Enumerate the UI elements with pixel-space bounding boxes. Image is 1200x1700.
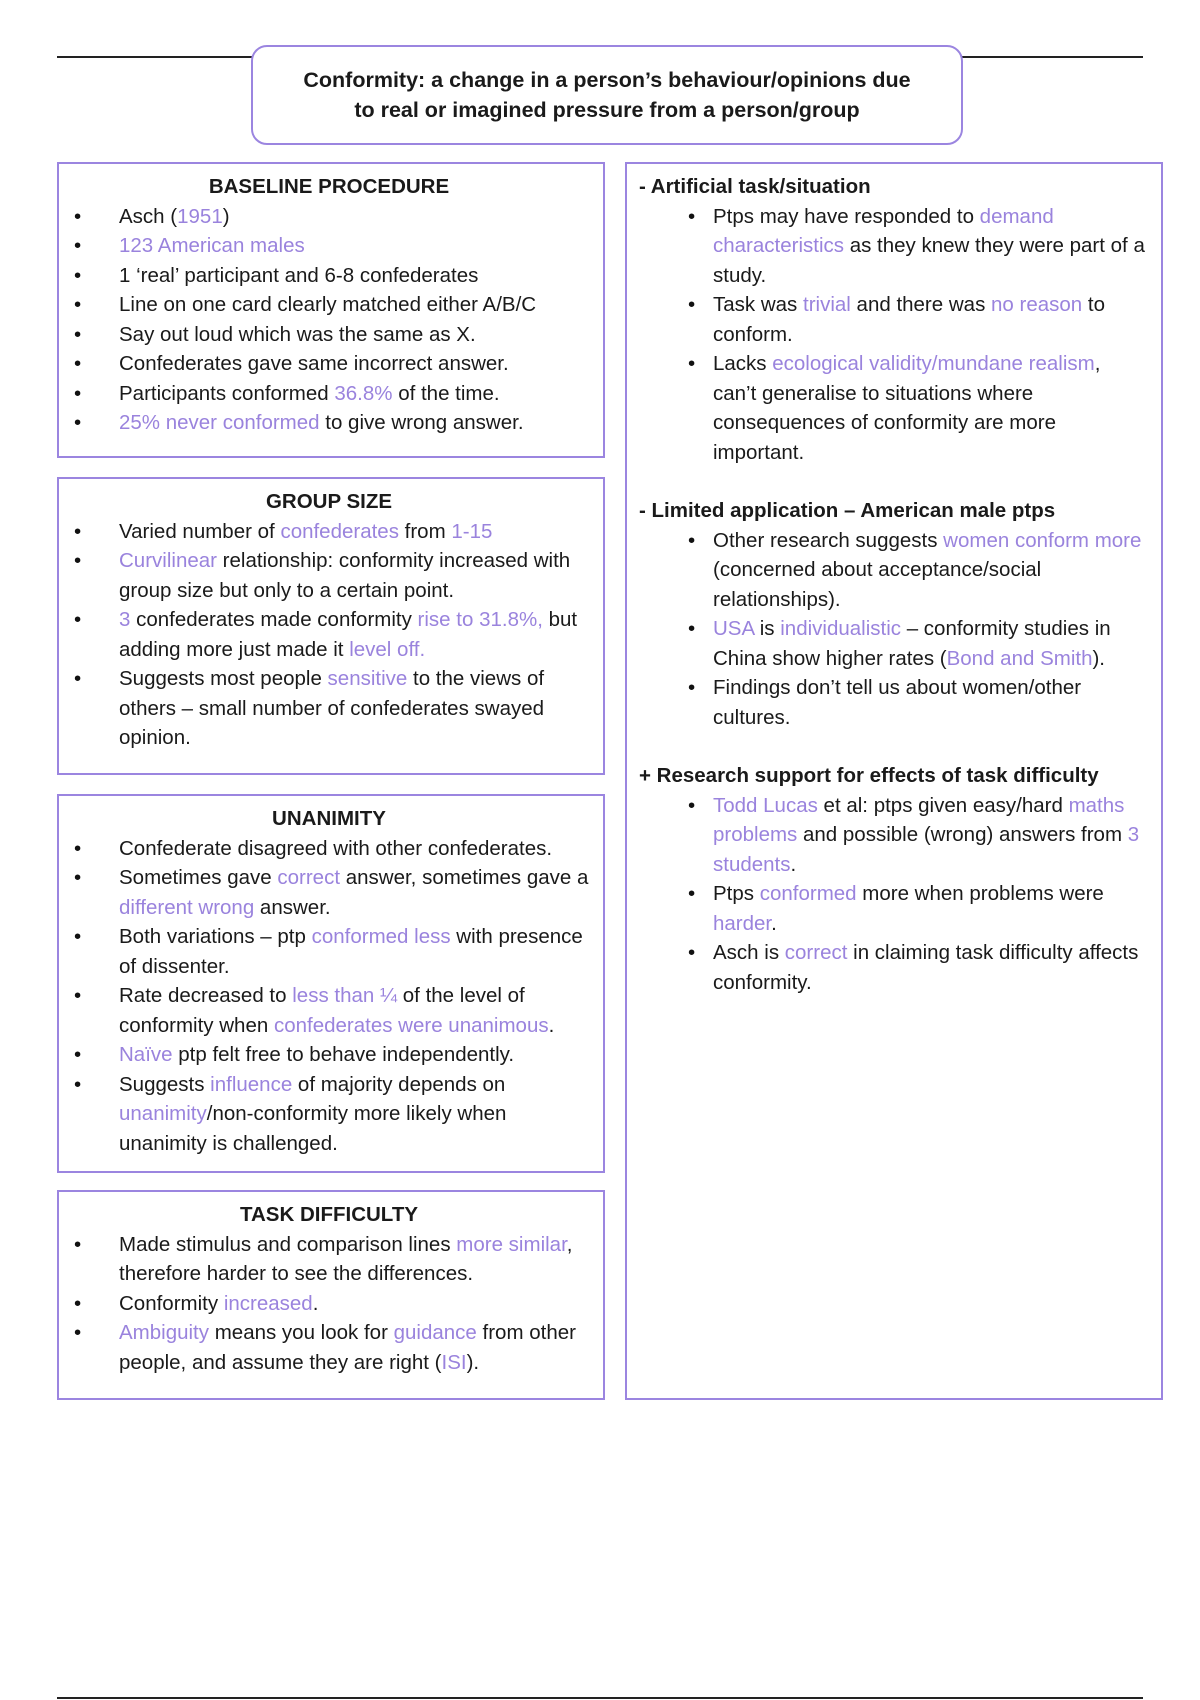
- highlighted-term: harder: [713, 911, 772, 935]
- highlighted-term: no reason: [991, 293, 1083, 316]
- list-item: [69, 517, 589, 547]
- highlighted-term: increased: [223, 1291, 313, 1315]
- list-item: [69, 349, 589, 379]
- item-text: as they knew they were part of a study.: [713, 234, 1145, 287]
- title-box: [251, 45, 963, 145]
- list-item: [69, 320, 589, 350]
- unanimity-box: [57, 794, 605, 1173]
- list-item: [639, 614, 1149, 673]
- highlighted-term: individualistic: [780, 617, 902, 640]
- item-text: Participants conformed: [119, 381, 335, 405]
- bullet-list: [69, 834, 589, 1159]
- item-text: answer, sometimes gave a: [340, 866, 589, 889]
- evaluation-heading: - Limited application – American male ptps: [639, 499, 1056, 522]
- highlighted-term: 3: [119, 608, 131, 631]
- item-text: – conformity studies in China show higher rates (: [713, 617, 1111, 670]
- list-item: [69, 379, 589, 409]
- item-text: and there was: [850, 293, 992, 316]
- list-item: [69, 261, 589, 291]
- highlighted-term: influence: [210, 1072, 293, 1096]
- item-text: relationship: conformity increased with group size but only to a certain point.: [119, 549, 571, 602]
- list-item: [69, 1230, 589, 1289]
- highlighted-term: Bond and Smith: [946, 646, 1093, 670]
- item-text: more when problems were: [856, 882, 1104, 905]
- list-item: [69, 1289, 589, 1319]
- list-item: [69, 1318, 589, 1377]
- highlighted-term: sensitive: [327, 667, 408, 690]
- item-text: Asch (: [119, 204, 178, 228]
- evaluation-section: [639, 172, 1149, 467]
- highlighted-term: 1951: [177, 204, 223, 228]
- list-item: [639, 202, 1149, 291]
- item-text: from: [398, 519, 452, 543]
- highlighted-term: different wrong: [119, 895, 255, 919]
- item-text: Confederates gave same incorrect answer.: [119, 352, 509, 375]
- highlighted-term: more similar: [456, 1232, 567, 1256]
- list-item: [69, 1040, 589, 1070]
- task-difficulty-box: [57, 1190, 605, 1400]
- item-text: Ptps may have responded to: [713, 204, 980, 228]
- bullet-list: [69, 517, 589, 753]
- item-text: 1 ‘real’ participant and 6-8 confederates: [119, 263, 479, 287]
- item-text: to conform.: [713, 293, 1105, 346]
- list-item: [69, 863, 589, 922]
- item-text: /non-conformity more likely when unanimity is challenged.: [119, 1102, 507, 1155]
- list-item: [69, 834, 589, 864]
- item-text: to the views of others – small number of confederates swayed opinion.: [119, 667, 545, 749]
- list-item: [639, 791, 1149, 880]
- item-text: Task was: [713, 293, 803, 316]
- list-item: [639, 290, 1149, 349]
- list-item: [69, 408, 589, 438]
- highlighted-term: rise to 31.8%,: [417, 608, 543, 631]
- list-item: [639, 879, 1149, 938]
- highlighted-term: guidance: [393, 1321, 477, 1344]
- highlighted-term: 123 American males: [119, 234, 305, 257]
- highlighted-term: Naïve: [119, 1043, 173, 1066]
- highlighted-term: less than ¼: [292, 984, 398, 1007]
- highlighted-term: 36.8%: [334, 381, 393, 405]
- title-line-1: Conformity: a change in a person’s behaviour/opinions due: [303, 68, 911, 92]
- list-item: [69, 202, 589, 232]
- item-text: Sometimes gave: [119, 866, 278, 889]
- highlighted-term: Ambiguity: [119, 1321, 210, 1344]
- list-item: [69, 664, 589, 753]
- evaluation-section: [639, 496, 1149, 732]
- highlighted-term: correct: [784, 941, 848, 964]
- item-text: means you look for: [209, 1321, 394, 1344]
- bullet-list: [639, 202, 1149, 468]
- evaluation-box: [625, 162, 1163, 1400]
- item-text: Findings don’t tell us about women/other cultures.: [713, 676, 1082, 729]
- list-item: [69, 605, 589, 664]
- list-item: [69, 922, 589, 981]
- item-text: (concerned about acceptance/social relationships).: [713, 558, 1042, 611]
- item-text: with presence of dissenter.: [119, 925, 583, 978]
- section-heading: TASK DIFFICULTY: [239, 1203, 419, 1226]
- item-text: Varied number of: [119, 519, 281, 543]
- item-text: ptp felt free to behave independently.: [172, 1043, 515, 1066]
- item-text: Made stimulus and comparison lines: [119, 1232, 457, 1256]
- item-text: of the level of conformity when: [119, 984, 525, 1037]
- highlighted-term: women conform more: [943, 528, 1142, 552]
- item-text: from other people, and assume they are right (: [119, 1321, 576, 1374]
- item-text: Ptps: [713, 882, 760, 905]
- list-item: [639, 526, 1149, 615]
- highlighted-term: Curvilinear: [119, 549, 217, 572]
- highlighted-term: correct: [277, 866, 341, 889]
- item-text: , therefore harder to see the differences.: [119, 1232, 573, 1285]
- list-item: [639, 938, 1149, 997]
- item-text: of the time.: [392, 381, 500, 405]
- list-item: [69, 231, 589, 261]
- item-text: , can’t generalise to situations where consequences of conformity are more important.: [713, 352, 1101, 464]
- list-item: [69, 1070, 589, 1159]
- list-item: [69, 981, 589, 1040]
- baseline-procedure-box: [57, 162, 605, 458]
- item-text: Other research suggests: [713, 528, 944, 552]
- highlighted-term: maths problems: [713, 793, 1125, 846]
- bullet-list: [69, 1230, 589, 1378]
- section-heading: BASELINE PROCEDURE: [208, 175, 450, 198]
- list-item: [639, 673, 1149, 732]
- item-text: .: [771, 911, 777, 935]
- item-text: ).: [1092, 646, 1105, 670]
- item-text: Say out loud which was the same as X.: [119, 322, 476, 346]
- bullet-list: [69, 202, 589, 438]
- bullet-list: [639, 526, 1149, 733]
- section-heading: UNANIMITY: [272, 807, 386, 830]
- highlighted-term: Todd Lucas: [713, 793, 818, 817]
- item-text: Confederate disagreed with other confederates.: [119, 836, 553, 860]
- item-text: et al: ptps given easy/hard: [817, 793, 1069, 817]
- highlighted-term: conformed less: [311, 925, 451, 948]
- group-size-box: [57, 477, 605, 775]
- highlighted-term: level off.: [349, 637, 426, 661]
- bottom-rule: [57, 1697, 1143, 1699]
- list-item: [639, 349, 1149, 467]
- title-line-2: to real or imagined pressure from a person/group: [354, 98, 860, 122]
- item-text: is: [754, 617, 781, 640]
- item-text: confederates made conformity: [130, 608, 418, 631]
- highlighted-term: unanimity: [119, 1102, 207, 1125]
- page-title: [287, 65, 927, 125]
- highlighted-term: USA: [713, 617, 755, 640]
- highlighted-term: 3 students: [713, 823, 1140, 876]
- item-text: to give wrong answer.: [319, 411, 524, 434]
- highlighted-term: ecological validity/mundane realism: [772, 352, 1095, 375]
- highlighted-term: confederates were unanimous: [273, 1013, 549, 1037]
- item-text: Line on one card clearly matched either A/B/C: [119, 293, 537, 316]
- item-text: .: [312, 1291, 319, 1315]
- item-text: Conformity: [119, 1291, 224, 1315]
- list-item: [69, 290, 589, 320]
- highlighted-term: demand characteristics: [713, 204, 1054, 257]
- item-text: but adding more just made it: [119, 608, 578, 661]
- item-text: ).: [466, 1350, 480, 1374]
- highlighted-term: trivial: [803, 293, 851, 316]
- item-text: and possible (wrong) answers from: [797, 823, 1128, 846]
- item-text: .: [790, 852, 797, 876]
- evaluation-section: [639, 761, 1149, 997]
- item-text: Rate decreased to: [119, 984, 293, 1007]
- item-text: answer.: [254, 895, 331, 919]
- list-item: [69, 546, 589, 605]
- item-text: Asch is: [713, 941, 785, 964]
- section-heading: GROUP SIZE: [265, 490, 393, 513]
- highlighted-term: conformed: [759, 882, 857, 905]
- item-text: Lacks: [713, 352, 773, 375]
- highlighted-term: 25% never conformed: [119, 411, 320, 434]
- item-text: .: [548, 1013, 555, 1037]
- item-text: of majority depends on: [292, 1072, 506, 1096]
- item-text: in claiming task difficulty affects conformity.: [713, 941, 1139, 994]
- highlighted-term: confederates: [280, 519, 399, 543]
- evaluation-heading: - Artificial task/situation: [639, 175, 871, 198]
- bullet-list: [639, 791, 1149, 998]
- highlighted-term: ISI: [441, 1350, 467, 1374]
- evaluation-heading: + Research support for effects of task difficulty: [639, 764, 1099, 787]
- item-text: Suggests most people: [119, 667, 328, 690]
- item-text: ): [222, 204, 230, 228]
- item-text: Suggests: [119, 1072, 211, 1096]
- item-text: Both variations – ptp: [119, 925, 312, 948]
- highlighted-term: 1-15: [451, 519, 493, 543]
